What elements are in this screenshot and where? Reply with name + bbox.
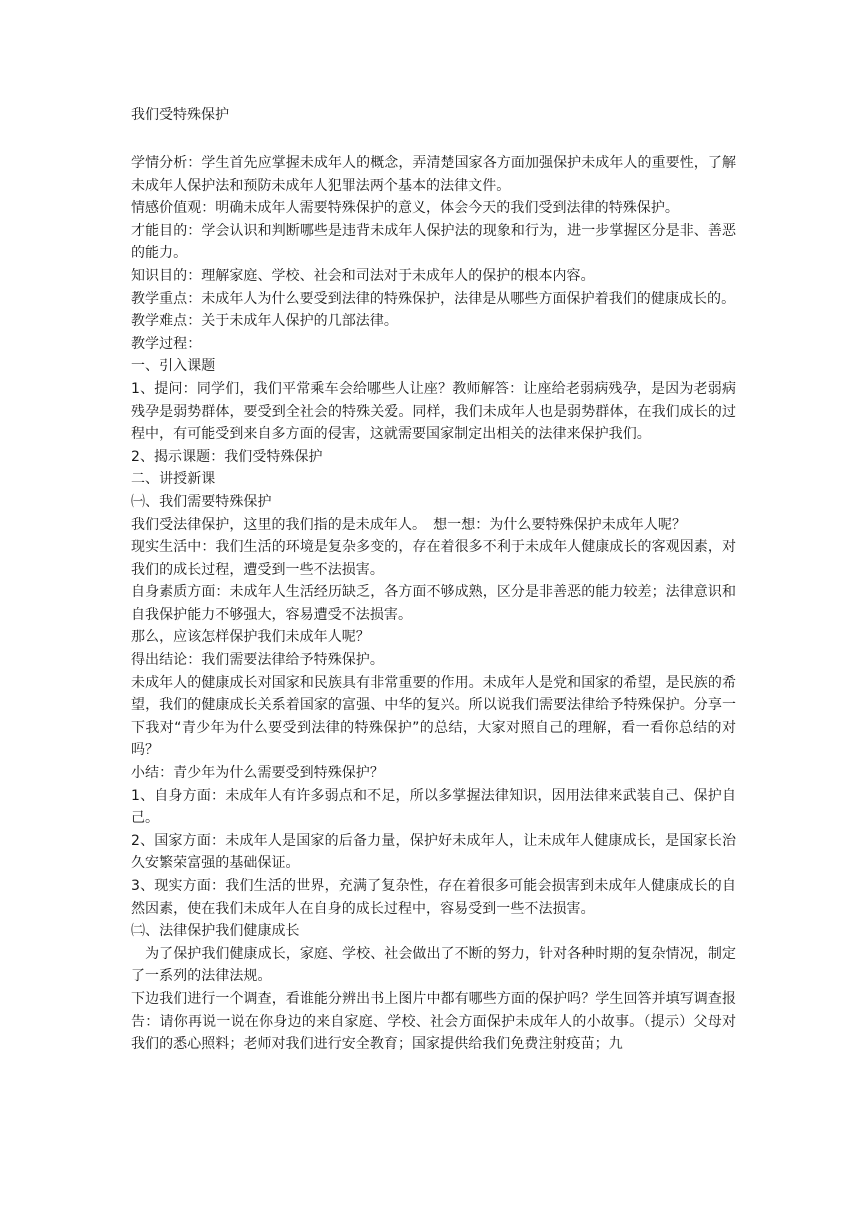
paragraph-importance: 未成年人的健康成长对国家和民族具有非常重要的作用。未成年人是党和国家的希望，是民族的希望，我们的健康成长关系着国家的富强、中华的复兴。所以说我们需要法律给予特殊保护。分享一下我对“青少年为什么要受到法律的特殊保护”的总结，大家对照自己的理解，看一看你总结的对吗？ (131, 674, 736, 759)
list-item-reality: 3、现实方面：我们生活的世界，充满了复杂性，存在着很多可能会损害到未成年人健康成长的自然因素，使在我们未成年人在自身的成长过程中，容易受到一些不法损害。 (131, 878, 736, 917)
paragraph-think: 我们受法律保护，这里的我们指的是未成年人。 想一想：为什么要特殊保护未成年人呢？ (131, 516, 686, 533)
paragraph-survey: 下边我们进行一个调查，看谁能分辨出书上图片中都有哪些方面的保护吗？学生回答并填写调查报告：请你再说一说在你身边的来自家庭、学校、社会方面保护未成年人的小故事。（提示）父母对我们的悉心照料；老师对我们进行安全教育；国家提供给我们免费注射疫苗；九 (131, 990, 736, 1053)
paragraph-efforts: 为了保护我们健康成长，家庭、学校、社会做出了不断的努力，针对各种时期的复杂情况，制定了一系列的法律法规。 (131, 945, 736, 985)
paragraph-emotional-values: 情感价值观：明确未成年人需要特殊保护的意义，体会今天的我们受到法律的特殊保护。 (131, 200, 679, 217)
list-item-self: 1、自身方面：未成年人有许多弱点和不足，所以多掌握法律知识，因用法律来武装自己、保护自己。 (131, 787, 736, 827)
heading-section-one: 一、引入课题 (131, 358, 216, 375)
paragraph-conclusion: 得出结论：我们需要法律给予特殊保护。 (131, 652, 384, 669)
list-item-nation: 2、国家方面：未成年人是国家的后备力量，保护好未成年人，让未成年人健康成长，是国家长治久安繁荣富强的基础保证。 (131, 832, 736, 872)
paragraph-learning-analysis: 学情分析：学生首先应掌握未成年人的概念，弄清楚国家各方面加强保护未成年人的重要性，了解未成年人保护法和预防未成年人犯罪法两个基本的法律文件。 (131, 155, 736, 194)
subheading-need-protection: ㈠、我们需要特殊保护 (131, 493, 272, 510)
heading-section-two: 二、讲授新课 (131, 471, 216, 488)
paragraph-teaching-focus: 教学重点：未成年人为什么要受到法律的特殊保护，法律是从哪些方面保护着我们的健康成长的。 (131, 290, 736, 307)
document-body (131, 104, 736, 1056)
paragraph-how-to-protect: 那么，应该怎样保护我们未成年人呢？ (131, 629, 370, 646)
paragraph-knowledge-goal: 知识目的：理解家庭、学校、社会和司法对于未成年人的保护的根本内容。 (131, 267, 595, 284)
subheading-law-protection: ㈡、法律保护我们健康成长 (131, 923, 300, 940)
paragraph-teaching-process: 教学过程： (131, 335, 202, 352)
paragraph-ability-goal: 才能目的：学会认识和判断哪些是违背未成年人保护法的现象和行为，进一步掌握区分是非、善恶的能力。 (131, 222, 736, 262)
paragraph-teaching-difficulty: 教学难点：关于未成年人保护的几部法律。 (131, 313, 398, 330)
paragraph-summary-question: 小结：青少年为什么需要受到特殊保护？ (131, 765, 384, 782)
paragraph-question: 1、提问：同学们，我们平常乘车会给哪些人让座？教师解答：让座给老弱病残孕，是因为老弱病残孕是弱势群体，要受到全社会的特殊关爱。同样，我们未成年人也是弱势群体，在我们成长的过程中，有可能受到来自多方面的侵害，这就需要国家制定出相关的法律来保护我们。 (131, 380, 736, 443)
document-title: 我们受特殊保护 (131, 107, 229, 123)
paragraph-self-quality: 自身素质方面：未成年人生活经历缺乏，各方面不够成熟，区分是非善恶的能力较差；法律意识和自我保护能力不够强大，容易遭受不法损害。 (131, 584, 736, 623)
paragraph-reveal-topic: 2、揭示课题：我们受特殊保护 (131, 448, 323, 465)
paragraph-real-life: 现实生活中：我们生活的环境是复杂多变的，存在着很多不利于未成年人健康成长的客观因素，对我们的成长过程，遭受到一些不法损害。 (131, 539, 736, 578)
